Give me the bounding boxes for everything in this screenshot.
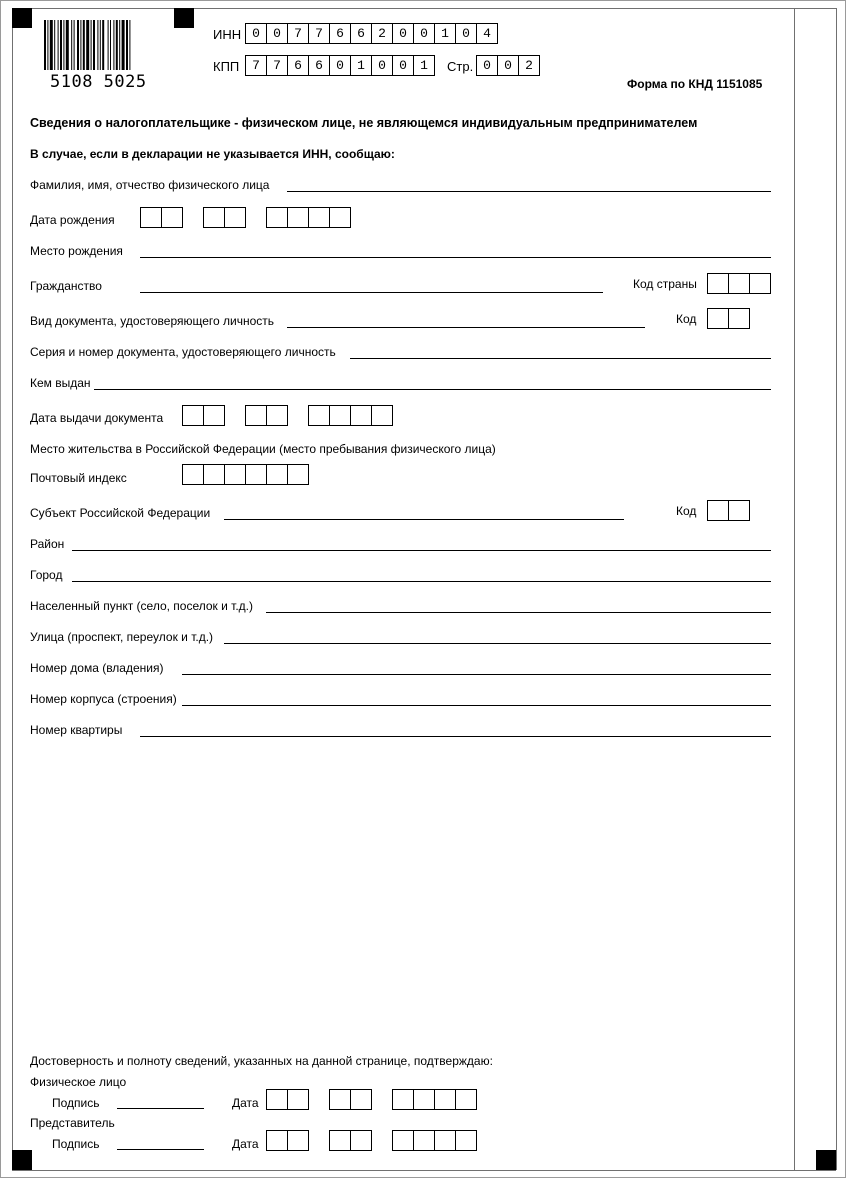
- sign-date-year[interactable]: [392, 1089, 477, 1110]
- page-digit: 0: [497, 55, 519, 76]
- inn-digit: 2: [371, 23, 393, 44]
- signature-label: Подпись: [52, 1096, 100, 1110]
- citizenship-field[interactable]: [140, 292, 603, 293]
- city-field[interactable]: [72, 581, 771, 582]
- house-label: Номер дома (владения): [30, 661, 164, 675]
- border-margin: [794, 8, 795, 1170]
- inn-digit: 4: [476, 23, 498, 44]
- inn-digit: 1: [434, 23, 456, 44]
- kpp-digit: 1: [350, 55, 372, 76]
- inn-digit: 0: [245, 23, 267, 44]
- signature2-label: Подпись: [52, 1137, 100, 1151]
- page-label: Стр.: [447, 59, 474, 74]
- settlement-field[interactable]: [266, 612, 771, 613]
- district-field[interactable]: [72, 550, 771, 551]
- full-name-field[interactable]: [287, 191, 771, 192]
- signature2-field[interactable]: [117, 1149, 204, 1150]
- kpp-label: КПП: [213, 59, 240, 74]
- form-code: Форма по КНД 1151085: [627, 77, 763, 91]
- apartment-field[interactable]: [140, 736, 771, 737]
- sign-date-month[interactable]: [329, 1089, 372, 1110]
- street-field[interactable]: [224, 643, 771, 644]
- building-label: Номер корпуса (строения): [30, 692, 177, 706]
- corner-marker-bottom-right: [816, 1150, 836, 1170]
- inn-digit: 6: [350, 23, 372, 44]
- border-left: [12, 8, 13, 1170]
- inn-digit: 6: [329, 23, 351, 44]
- issue-date-month[interactable]: [245, 405, 288, 426]
- region-field[interactable]: [224, 519, 624, 520]
- country-code-cells[interactable]: [707, 273, 771, 294]
- border-top: [12, 8, 836, 9]
- district-label: Район: [30, 537, 65, 551]
- barcode-icon: [44, 20, 162, 78]
- birth-place-label: Место рождения: [30, 244, 123, 258]
- birth-date-label: Дата рождения: [30, 213, 115, 227]
- issued-by-label: Кем выдан: [30, 376, 91, 390]
- page-title: Сведения о налогоплательщике - физическом лице, не являющемся индивидуальным предпринимателем: [30, 116, 698, 130]
- birth-date-day[interactable]: [140, 207, 183, 228]
- signature-field[interactable]: [117, 1108, 204, 1109]
- representative-label: Представитель: [30, 1116, 115, 1130]
- barcode-number: 5108 5025: [50, 72, 147, 92]
- inn-digit: 0: [392, 23, 414, 44]
- inn-digit: 7: [287, 23, 309, 44]
- region-code-label: Код: [676, 504, 697, 518]
- id-doc-type-field[interactable]: [287, 327, 645, 328]
- birth-place-field[interactable]: [140, 257, 771, 258]
- full-name-label: Фамилия, имя, отчество физического лица: [30, 178, 270, 192]
- kpp-digit: 1: [413, 55, 435, 76]
- id-doc-type-label: Вид документа, удостоверяющего личность: [30, 314, 275, 328]
- street-label: Улица (проспект, переулок и т.д.): [30, 630, 214, 644]
- issued-by-field[interactable]: [94, 389, 771, 390]
- inn-digit: 0: [413, 23, 435, 44]
- postal-code-label: Почтовый индекс: [30, 471, 127, 485]
- kpp-digit: 0: [371, 55, 393, 76]
- postal-code-cells[interactable]: [182, 464, 309, 485]
- rep-date-day[interactable]: [266, 1130, 309, 1151]
- border-bottom: [12, 1170, 836, 1171]
- page-digit: 0: [476, 55, 498, 76]
- rep-date-month[interactable]: [329, 1130, 372, 1151]
- issue-date-label: Дата выдачи документа: [30, 411, 164, 425]
- kpp-digit: 6: [287, 55, 309, 76]
- individual-label: Физическое лицо: [30, 1075, 127, 1089]
- city-label: Город: [30, 568, 63, 582]
- region-label: Субъект Российской Федерации: [30, 506, 211, 520]
- residence-label: Место жительства в Российской Федерации (место пребывания физического лица): [30, 442, 496, 456]
- corner-marker-top-mid: [174, 8, 194, 28]
- id-doc-number-label: Серия и номер документа, удостоверяющего личность: [30, 345, 336, 359]
- birth-date-year[interactable]: [266, 207, 351, 228]
- kpp-digit: 0: [329, 55, 351, 76]
- kpp-digit: 7: [245, 55, 267, 76]
- house-field[interactable]: [182, 674, 771, 675]
- corner-marker-bottom-left: [12, 1150, 32, 1170]
- birth-date-month[interactable]: [203, 207, 246, 228]
- citizenship-label: Гражданство: [30, 279, 102, 293]
- id-doc-code-cells[interactable]: [707, 308, 750, 329]
- confirm-text: Достоверность и полноту сведений, указанных на данной странице, подтверждаю:: [30, 1054, 493, 1068]
- issue-date-year[interactable]: [308, 405, 393, 426]
- kpp-cells: [245, 55, 435, 76]
- rep-date-year[interactable]: [392, 1130, 477, 1151]
- inn-cells: [245, 23, 498, 44]
- issue-date-day[interactable]: [182, 405, 225, 426]
- date2-label: Дата: [232, 1137, 259, 1151]
- inn-label: ИНН: [213, 27, 242, 42]
- building-field[interactable]: [182, 705, 771, 706]
- kpp-digit: 0: [392, 55, 414, 76]
- page-cells: [476, 55, 540, 76]
- region-code-cells[interactable]: [707, 500, 750, 521]
- page-digit: 2: [518, 55, 540, 76]
- kpp-digit: 7: [266, 55, 288, 76]
- apartment-label: Номер квартиры: [30, 723, 123, 737]
- id-doc-number-field[interactable]: [350, 358, 771, 359]
- border-right: [836, 8, 837, 1170]
- inn-digit: 7: [308, 23, 330, 44]
- inn-digit: 0: [455, 23, 477, 44]
- corner-marker-top-left: [12, 8, 32, 28]
- page-subtitle: В случае, если в декларации не указывается ИНН, сообщаю:: [30, 147, 395, 161]
- id-doc-code-label: Код: [676, 312, 697, 326]
- country-code-label: Код страны: [633, 277, 697, 291]
- inn-digit: 0: [266, 23, 288, 44]
- settlement-label: Населенный пункт (село, поселок и т.д.): [30, 599, 254, 613]
- sign-date-day[interactable]: [266, 1089, 309, 1110]
- kpp-digit: 6: [308, 55, 330, 76]
- date-label: Дата: [232, 1096, 259, 1110]
